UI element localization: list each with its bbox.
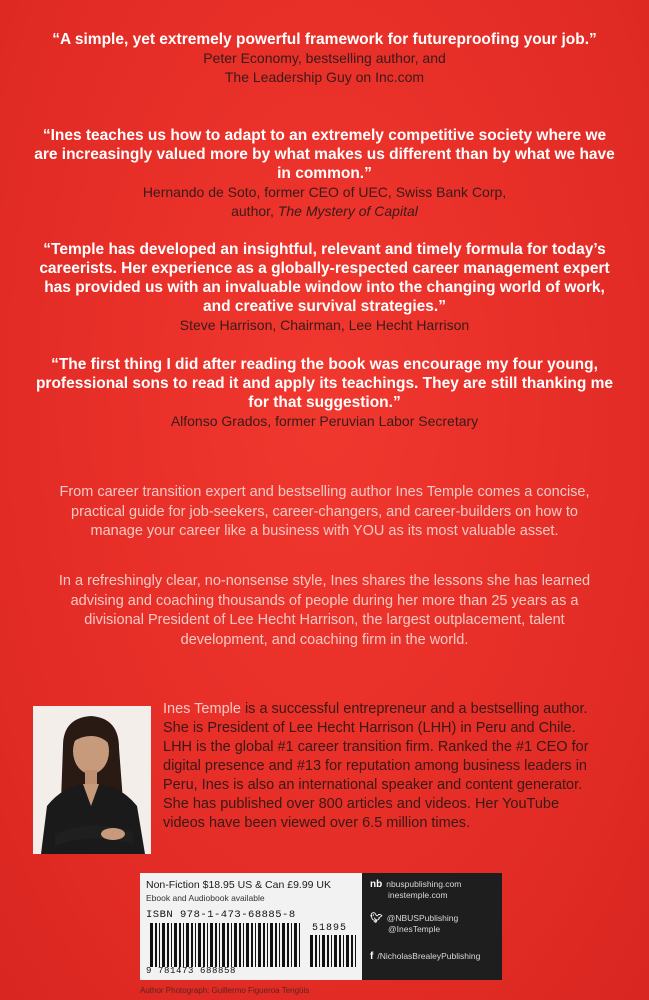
endorsement-quote-4: [30, 355, 619, 431]
author-name: Ines Temple: [163, 701, 241, 717]
author-photo: [33, 706, 151, 854]
barcode-stripe: [287, 923, 289, 967]
barcode-stripe: [251, 923, 253, 967]
addon-barcode: [310, 935, 356, 967]
barcode-stripe: [263, 923, 265, 967]
isbn-label: ISBN 978-1-473-68885-8: [146, 909, 296, 921]
price-line: Non-Fiction $18.95 US & Can £9.99 UK: [146, 879, 332, 891]
barcode-stripe: [270, 923, 273, 967]
quote-text: “Temple has developed an insightful, relevant and timely formula for today’s careerists. Her experience as a globally-respected career management expert has provided us with an invaluable window into the changing world of work, and creative survival strategies.”: [39, 241, 610, 315]
publisher-facebook: [370, 951, 480, 962]
twitter-handle-publisher: @NBUSPublishing: [386, 913, 459, 923]
photo-credit: Author Photograph: Guillermo Figueroa Tengüis: [140, 986, 310, 995]
barcode-stripe: [231, 923, 232, 967]
barcode-stripe: [246, 923, 249, 967]
quote-attribution-line: Steve Harrison, Chairman, Lee Hecht Harrison: [179, 317, 470, 333]
facebook-page: /NicholasBrealeyPublishing: [377, 951, 481, 961]
barcode-stripe: [186, 923, 189, 967]
quote-attribution-line: Hernando de Soto, former CEO of UEC, Swiss Bank Corp,: [142, 184, 507, 200]
isbn-digits: 9 781473 688858: [146, 966, 237, 976]
barcode-stripe: [167, 923, 169, 967]
barcode-stripe: [255, 923, 256, 967]
barcode-stripe: [267, 923, 268, 967]
quote-attribution-line: The Leadership Guy on Inc.com: [224, 69, 425, 85]
formats-line: Ebook and Audiobook available: [146, 893, 265, 903]
barcode-stripe: [331, 935, 332, 967]
endorsement-quote-1: [30, 30, 619, 87]
facebook-icon: f: [370, 951, 374, 962]
blurb-paragraph-1: From career transition expert and bestselling author Ines Temple comes a concise, practical guide for job-seekers, career-changers, and career-builders on how to manage your career like a business with YOU as its most valuable asset.: [59, 484, 590, 539]
barcode-stripe: [243, 923, 244, 967]
publisher-twitter: [370, 913, 458, 935]
barcode-stripe: [227, 923, 229, 967]
barcode-stripe: [355, 935, 356, 967]
barcode-stripe: [319, 935, 320, 967]
barcode-stripe: [183, 923, 184, 967]
barcode-stripe: [162, 923, 165, 967]
barcode-stripe: [291, 923, 292, 967]
barcode-panel: [140, 873, 502, 980]
author-bio-text: is a successful entrepreneur and a bestselling author. She is President of Lee Hecht Harrison (LHH) in Peru and Chile. LHH is the global #1 career transition firm. Ranked the #1 CEO for digital presence and #13 for reputation among business leaders in Peru, Ines is also an international speaker and content generator. She has published over 800 articles and videos. Her YouTube videos have been viewed over 6.5 million times.: [163, 701, 589, 831]
book-title: The Mystery of Capital: [277, 203, 418, 219]
barcode-stripe: [198, 923, 201, 967]
twitter-icon: 🐦︎: [370, 913, 383, 924]
barcode-stripe: [203, 923, 205, 967]
blurb-paragraph-2: In a refreshingly clear, no-nonsense style, Ines shares the lessons she has learned advising and coaching thousands of people during her more than 25 years as a divisional President of Lee Hecht Harrison, the largest outplacement, talent development, and coaching firm in the world.: [58, 573, 591, 648]
price-code: 51895: [312, 923, 348, 934]
publisher-website: nbuspublishing.com: [386, 879, 462, 889]
barcode-stripe: [239, 923, 241, 967]
quote-text: “The first thing I did after reading the book was encourage my four young, professional sons to read it and apply its teachings. They are still thanking me for that suggestion.”: [35, 356, 614, 411]
twitter-handle-author: @InesTemple: [388, 924, 441, 934]
barcode-stripe: [179, 923, 181, 967]
publisher-web: [370, 879, 461, 901]
barcode-stripe: [279, 923, 280, 967]
barcode-area: [140, 873, 362, 980]
barcode-stripe: [315, 935, 317, 967]
endorsement-quote-2: [30, 126, 619, 221]
barcode-stripe: [275, 923, 277, 967]
author-portrait-illustration: [33, 706, 151, 854]
barcode-stripe: [174, 923, 177, 967]
barcode-stripe: [219, 923, 220, 967]
quote-text: “Ines teaches us how to adapt to an extremely competitive society where we are increasingly valued more by what makes us different than by what we have in common.”: [34, 127, 615, 182]
barcode-stripe: [299, 923, 300, 967]
nb-logo-icon: nb: [370, 879, 383, 890]
barcode-stripe: [171, 923, 172, 967]
barcode-stripe: [294, 923, 297, 967]
barcode-stripe: [234, 923, 237, 967]
author-bio: [163, 700, 603, 833]
barcode-stripe: [159, 923, 160, 967]
barcode-stripe: [282, 923, 285, 967]
barcode-stripe: [207, 923, 208, 967]
barcode-stripe: [191, 923, 193, 967]
barcode-stripe: [310, 935, 313, 967]
barcode-stripe: [195, 923, 196, 967]
barcode-stripe: [346, 935, 349, 967]
attribution-prefix: author,: [231, 203, 278, 219]
barcode-stripe: [258, 923, 261, 967]
barcode-stripe: [334, 935, 337, 967]
barcode-stripe: [322, 935, 325, 967]
barcode-stripe: [351, 935, 353, 967]
quote-text: “A simple, yet extremely powerful framework for futureproofing your job.”: [52, 31, 597, 48]
quote-attribution-line: Peter Economy, bestselling author, and: [203, 50, 446, 66]
barcode-stripe: [339, 935, 341, 967]
barcode-stripe: [155, 923, 157, 967]
barcode-stripe: [327, 935, 329, 967]
author-website: inestemple.com: [388, 890, 448, 900]
endorsement-quote-3: [30, 240, 619, 335]
barcode-stripe: [222, 923, 225, 967]
barcode-stripe: [150, 923, 153, 967]
quote-attribution-line: [30, 202, 619, 221]
barcode-stripe: [210, 923, 213, 967]
isbn-barcode: [150, 923, 300, 967]
barcode-stripe: [343, 935, 344, 967]
barcode-stripe: [215, 923, 217, 967]
quote-attribution-line: Alfonso Grados, former Peruvian Labor Secretary: [170, 413, 479, 429]
